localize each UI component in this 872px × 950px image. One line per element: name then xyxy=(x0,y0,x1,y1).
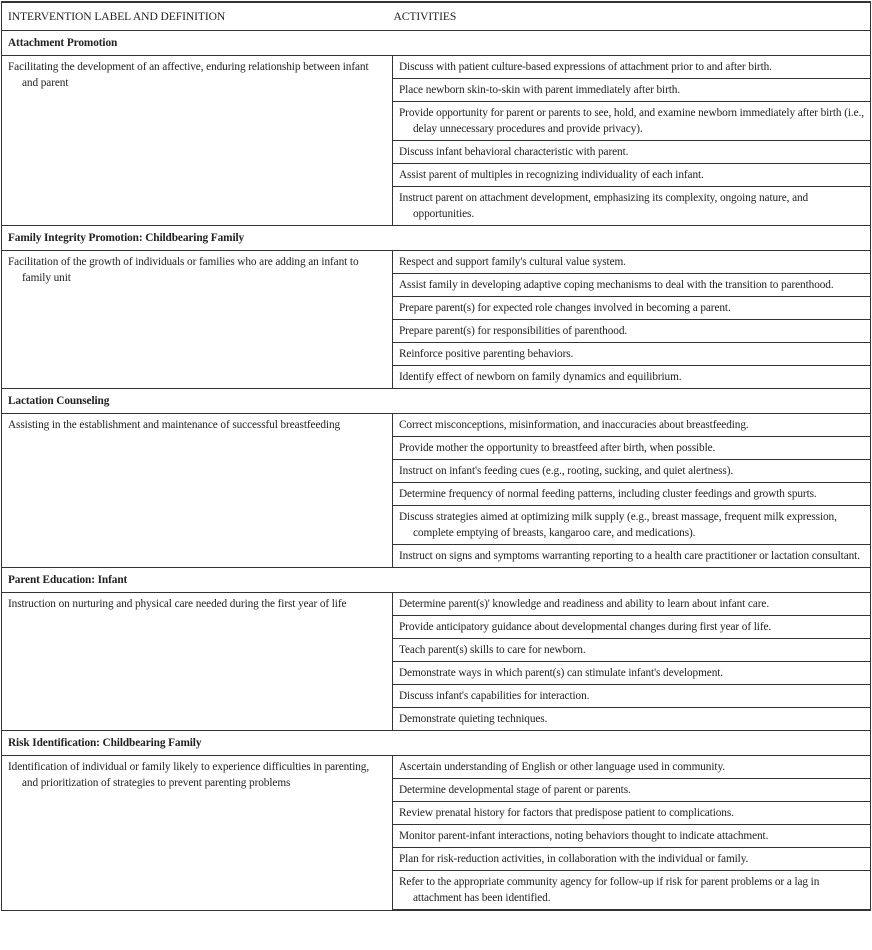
activity-row xyxy=(2,414,871,437)
activity-cell: Discuss with patient culture-based expressions of attachment prior to and after birth. xyxy=(393,56,871,79)
activity-row xyxy=(2,756,871,779)
activity-cell: Review prenatal history for factors that predispose patient to complications. xyxy=(393,802,871,825)
section-label: Attachment Promotion xyxy=(2,31,871,56)
activity-cell: Monitor parent-infant interactions, noting behaviors thought to indicate attachment. xyxy=(393,825,871,848)
activity-cell: Instruct parent on attachment development, emphasizing its complexity, ongoing nature, and opportunities. xyxy=(393,187,871,226)
header-activities: ACTIVITIES xyxy=(393,2,871,31)
activity-cell: Teach parent(s) skills to care for newborn. xyxy=(393,639,871,662)
section-label-row xyxy=(2,389,871,414)
section-label-row xyxy=(2,568,871,593)
activity-cell: Plan for risk-reduction activities, in collaboration with the individual or family. xyxy=(393,848,871,871)
activity-cell: Assist parent of multiples in recognizing individuality of each infant. xyxy=(393,164,871,187)
section-label-row xyxy=(2,31,871,56)
section-label-row xyxy=(2,731,871,756)
activity-cell: Ascertain understanding of English or other language used in community. xyxy=(393,756,871,779)
activity-cell: Provide mother the opportunity to breastfeed after birth, when possible. xyxy=(393,437,871,460)
activity-cell: Discuss strategies aimed at optimizing milk supply (e.g., breast massage, frequent milk expression, complete emptying of breasts, kangaroo care, and medications). xyxy=(393,506,871,545)
section-label: Family Integrity Promotion: Childbearing Family xyxy=(2,226,871,251)
activity-cell: Refer to the appropriate community agency for follow-up if risk for parent problems or a lag in attachment has been identified. xyxy=(393,871,871,911)
activity-cell: Determine parent(s)' knowledge and readiness and ability to learn about infant care. xyxy=(393,593,871,616)
section-label: Lactation Counseling xyxy=(2,389,871,414)
header-intervention: INTERVENTION LABEL AND DEFINITION xyxy=(2,2,393,31)
section-definition: Facilitation of the growth of individuals or families who are adding an infant to family unit xyxy=(2,251,393,389)
activity-cell: Instruct on infant's feeding cues (e.g., rooting, sucking, and quiet alertness). xyxy=(393,460,871,483)
activity-cell: Identify effect of newborn on family dynamics and equilibrium. xyxy=(393,366,871,389)
activity-cell: Prepare parent(s) for expected role changes involved in becoming a parent. xyxy=(393,297,871,320)
section-label: Risk Identification: Childbearing Family xyxy=(2,731,871,756)
section-definition: Facilitating the development of an affective, enduring relationship between infant and parent xyxy=(2,56,393,226)
activity-cell: Provide anticipatory guidance about developmental changes during first year of life. xyxy=(393,616,871,639)
activity-cell: Demonstrate quieting techniques. xyxy=(393,708,871,731)
activity-row xyxy=(2,56,871,79)
section-definition: Identification of individual or family likely to experience difficulties in parenting, and prioritization of strategies to prevent parenting problems xyxy=(2,756,393,911)
activity-cell: Place newborn skin-to-skin with parent immediately after birth. xyxy=(393,79,871,102)
activity-cell: Instruct on signs and symptoms warranting reporting to a health care practitioner or lactation consultant. xyxy=(393,545,871,568)
activity-cell: Demonstrate ways in which parent(s) can stimulate infant's development. xyxy=(393,662,871,685)
activity-cell: Provide opportunity for parent or parents to see, hold, and examine newborn immediately after birth (i.e., delay unnecessary procedures and provide privacy). xyxy=(393,102,871,141)
activity-cell: Discuss infant behavioral characteristic with parent. xyxy=(393,141,871,164)
activity-row xyxy=(2,593,871,616)
section-definition: Assisting in the establishment and maintenance of successful breastfeeding xyxy=(2,414,393,568)
section-label-row xyxy=(2,226,871,251)
activity-cell: Reinforce positive parenting behaviors. xyxy=(393,343,871,366)
interventions-table xyxy=(1,1,871,911)
activity-cell: Determine developmental stage of parent or parents. xyxy=(393,779,871,802)
activity-cell: Prepare parent(s) for responsibilities of parenthood. xyxy=(393,320,871,343)
section-definition: Instruction on nurturing and physical care needed during the first year of life xyxy=(2,593,393,731)
header-row xyxy=(2,2,871,31)
activity-cell: Determine frequency of normal feeding patterns, including cluster feedings and growth spurts. xyxy=(393,483,871,506)
activity-cell: Assist family in developing adaptive coping mechanisms to deal with the transition to parenthood. xyxy=(393,274,871,297)
activity-cell: Correct misconceptions, misinformation, and inaccuracies about breastfeeding. xyxy=(393,414,871,437)
activity-cell: Respect and support family's cultural value system. xyxy=(393,251,871,274)
activity-cell: Discuss infant's capabilities for interaction. xyxy=(393,685,871,708)
activity-row xyxy=(2,251,871,274)
section-label: Parent Education: Infant xyxy=(2,568,871,593)
